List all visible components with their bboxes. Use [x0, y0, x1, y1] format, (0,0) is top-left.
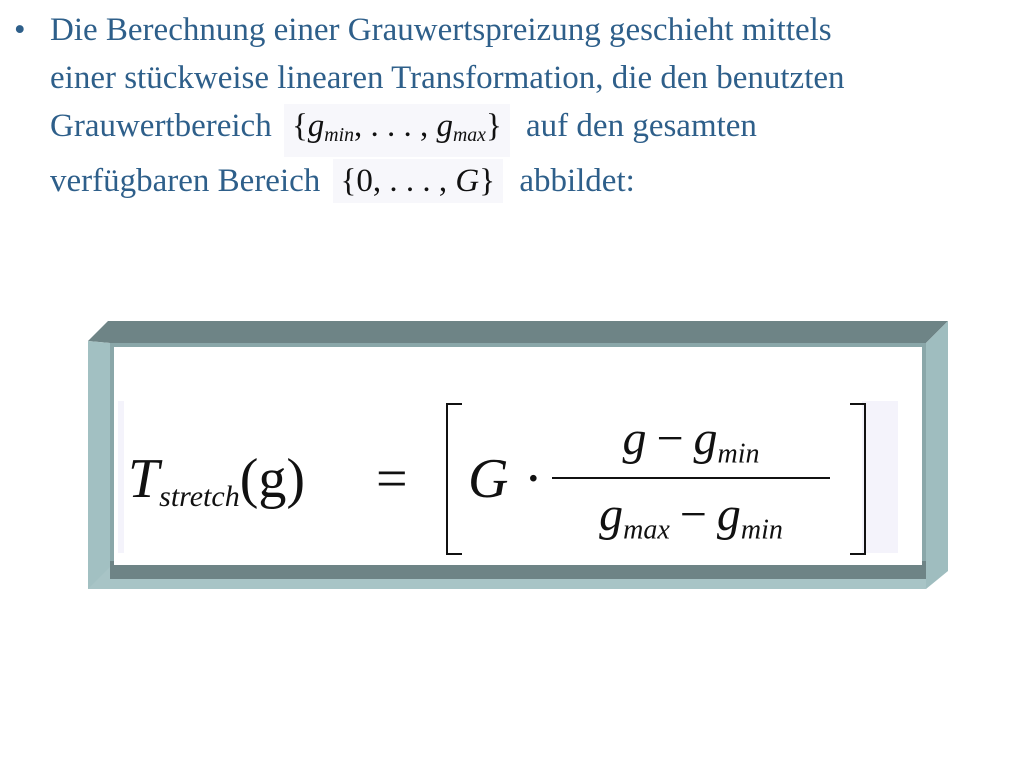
formula-lhs	[128, 447, 305, 514]
bullet-symbol: •	[14, 12, 26, 48]
range2-open: {	[340, 162, 357, 199]
formula-left-bracket	[446, 403, 462, 555]
range2-zero: 0	[356, 162, 373, 199]
text-line-4	[50, 157, 1020, 205]
text-line-2: einer stückweise linearen Transformation, die den benutzten	[50, 60, 845, 96]
stretch-formula	[128, 403, 888, 553]
text-line-4-after: abbildet:	[519, 162, 635, 199]
formula-T-sub: stretch	[159, 480, 240, 513]
fraction-numerator	[546, 411, 836, 470]
num-sub: min	[717, 438, 760, 470]
text-line-3	[50, 102, 1020, 157]
math-range-0-G	[333, 159, 504, 203]
formula-right-bracket	[850, 403, 866, 555]
num-g2: g	[693, 412, 718, 465]
range2-G: G	[455, 162, 480, 199]
range2-close: }	[479, 162, 496, 199]
formula-arg: (g)	[239, 448, 305, 510]
text-line-4-before: verfügbaren Bereich	[50, 162, 321, 199]
formula-T: T	[128, 448, 160, 510]
num-minus: −	[656, 412, 684, 465]
range1-g2: g	[436, 108, 453, 144]
formula-shade-left	[118, 401, 124, 553]
formula-equals: =	[376, 448, 408, 510]
bevel-right-face	[926, 321, 948, 589]
den-g1: g	[599, 488, 624, 541]
num-g: g	[622, 412, 647, 465]
range1-sep: , . . . ,	[353, 108, 437, 144]
formula-G: G	[468, 448, 509, 510]
den-sub1: max	[623, 514, 670, 546]
fraction-bar	[552, 477, 830, 479]
den-minus: −	[679, 488, 707, 541]
range1-g1: g	[307, 108, 325, 144]
formula-fraction	[546, 403, 836, 551]
range1-open: {	[291, 108, 308, 144]
range2-sep: , . . . ,	[372, 162, 456, 199]
text-line-3-before: Grauwertbereich	[50, 108, 272, 144]
range1-sub1: min	[324, 123, 354, 146]
bullet-text	[50, 6, 1020, 205]
formula-cdot: ·	[524, 448, 543, 510]
range1-close: }	[485, 108, 502, 144]
den-g2: g	[716, 488, 741, 541]
text-line-1: Die Berechnung einer Grauwertspreizung geschieht mittels	[50, 12, 832, 48]
formula-panel	[114, 347, 922, 565]
fraction-denominator	[546, 487, 836, 546]
bevel-top-face	[88, 321, 948, 343]
range1-sub2: max	[452, 123, 486, 146]
math-range-gmin-gmax	[284, 104, 510, 157]
bevel-left-face	[88, 341, 110, 589]
text-line-3-after: auf den gesamten	[526, 108, 757, 144]
formula-frame	[88, 321, 948, 591]
den-sub2: min	[740, 514, 783, 546]
